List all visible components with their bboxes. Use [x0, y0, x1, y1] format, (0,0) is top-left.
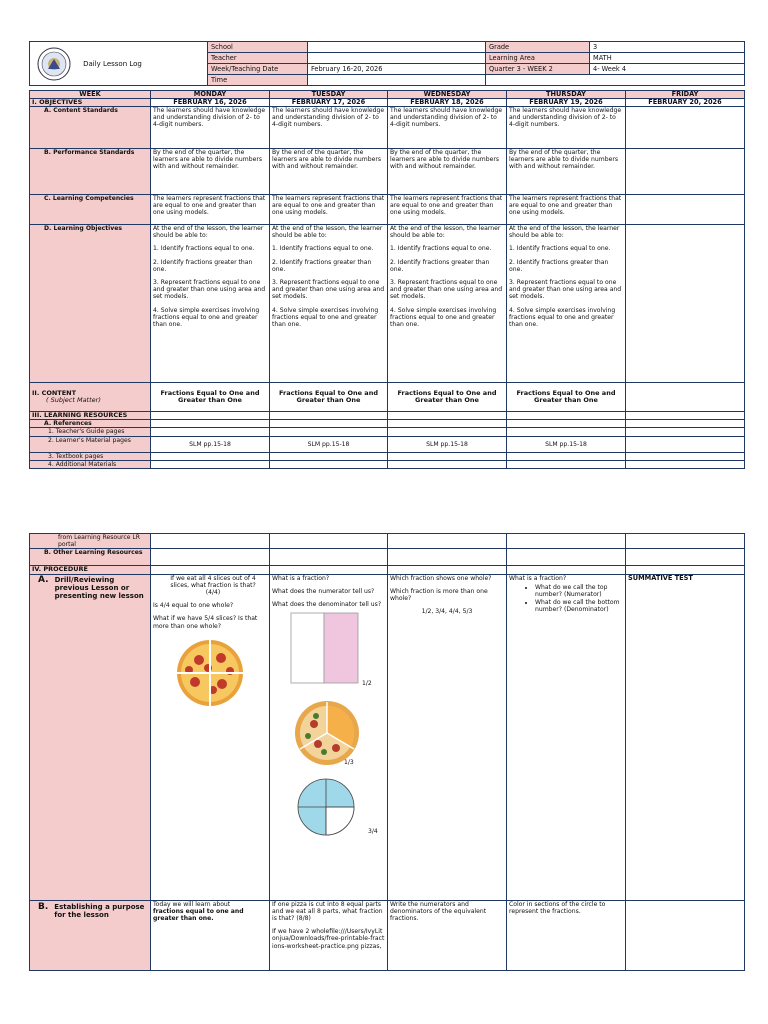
teachers-guide-label: 1. Teacher's Guide pages	[30, 428, 151, 436]
objective-3: 3. Represent fractions equal to one and greater than one using area and set models.	[390, 279, 503, 301]
performance-standards-label: B. Performance Standards	[30, 149, 151, 195]
learning-objectives-thu	[507, 225, 626, 383]
performance-standards-thu: By the end of the quarter, the learners are able to divide numbers with and without remainder.	[507, 149, 626, 195]
textbook-label: 3. Textbook pages	[30, 452, 151, 460]
purpose-wed: Write the numerators and denominators of the equivalent fractions.	[388, 900, 507, 970]
objective-3: 3. Represent fractions equal to one and greater than one using area and set models.	[272, 279, 385, 301]
learning-objectives-label: D. Learning Objectives	[30, 225, 151, 383]
slm-thu: SLM pp.15-18	[507, 436, 626, 452]
drill-letter: A.	[38, 574, 49, 585]
purpose-label-cell	[30, 900, 151, 970]
monday-date: FEBRUARY 16, 2026	[151, 99, 270, 107]
content-label-cell	[30, 383, 151, 412]
drill-fri: SUMMATIVE TEST	[626, 574, 745, 900]
objective-4: 4. Solve simple exercises involving fractions equal to one and greater than one.	[153, 306, 260, 329]
drill-tue-q2: What does the numerator tell us?	[272, 587, 375, 595]
area-label: Learning Area	[486, 53, 590, 64]
content-topic-mon: Fractions Equal to One and Greater than One	[151, 383, 270, 412]
header-table	[29, 41, 745, 86]
quarter-label: Quarter 3 - WEEK 2	[486, 64, 590, 75]
teacher-label: Teacher	[208, 53, 308, 64]
time-value	[308, 75, 486, 86]
thursday-date: FEBRUARY 19, 2026	[507, 99, 626, 107]
wednesday-header: WEDNESDAY	[388, 91, 507, 99]
performance-standards-fri	[626, 149, 745, 195]
learning-objectives-wed	[388, 225, 507, 383]
drill-thu	[507, 574, 626, 900]
purpose-tue-q1: If one pizza is cut into 8 equal parts and we eat all 8 parts, what fraction is that? (8/8)	[272, 900, 383, 923]
content-topic-thu: Fractions Equal to One and Greater than One	[507, 383, 626, 412]
drill-mon	[151, 574, 270, 900]
drill-label: Drill/Reviewing previous Lesson or presenting new lesson	[54, 575, 144, 600]
time-label: Time	[208, 75, 308, 86]
objective-3: 3. Represent fractions equal to one and greater than one using area and set models.	[509, 279, 622, 301]
objective-1: 1. Identify fractions equal to one.	[509, 245, 611, 253]
drill-tue-q3: What does the denominator tell us?	[272, 601, 382, 609]
objective-1: 1. Identify fractions equal to one.	[153, 245, 255, 253]
content-standards-label: A. Content Standards	[30, 107, 151, 149]
circle-quarters-figure	[296, 777, 356, 837]
purpose-label: Establishing a purpose for the lesson	[54, 902, 145, 919]
pizza-image	[175, 638, 245, 708]
drill-mon-q3: What if we have 5/4 slices? Is that more than one whole?	[153, 615, 258, 630]
lesson-table-continued	[29, 533, 745, 971]
objective-2: 2. Identify fractions greater than one.	[390, 258, 490, 273]
purpose-tue	[270, 900, 388, 970]
content-topic-wed: Fractions Equal to One and Greater than One	[388, 383, 507, 412]
page-title: Daily Lesson Log	[83, 59, 142, 68]
drill-thu-item-1: • What do we call the top number? (Numerator)	[535, 584, 623, 598]
content-standards-fri	[626, 107, 745, 149]
fraction-three-quarters-label: 3/4	[368, 828, 378, 836]
learning-competencies-fri	[626, 195, 745, 225]
friday-date: FEBRUARY 20, 2026	[626, 99, 745, 107]
school-value	[308, 42, 486, 53]
drill-tue	[270, 574, 388, 900]
content-standards-wed: The learners should have knowledge and understanding division of 2- to 4-digit numbers.	[388, 107, 507, 149]
purpose-letter: B.	[38, 901, 49, 912]
learning-competencies-tue: The learners represent fractions that are equal to one and greater than one using models.	[270, 195, 388, 225]
learning-competencies-mon: The learners represent fractions that are equal to one and greater than one using models.	[151, 195, 270, 225]
objective-3: 3. Represent fractions equal to one and greater than one using area and set models.	[153, 279, 266, 301]
drill-mon-q2: Is 4/4 equal to one whole?	[153, 602, 234, 610]
learning-objectives-tue	[270, 225, 388, 383]
week-label: Week/Teaching Date	[208, 64, 308, 75]
area-value: MATH	[590, 53, 745, 64]
week-value: February 16-20, 2026	[308, 64, 486, 75]
learning-objectives-mon	[151, 225, 270, 383]
additional-materials-label: 4. Additional Materials	[30, 460, 151, 468]
thursday-header: THURSDAY	[507, 91, 626, 99]
objective-4: 4. Solve simple exercises involving fractions equal to one and greater than one.	[509, 306, 616, 329]
content-sub-label: ( Subject Matter)	[46, 396, 101, 404]
objective-1: 1. Identify fractions equal to one.	[272, 245, 374, 253]
purpose-mon-text: Today we will learn about	[153, 900, 231, 908]
objectives-heading: I. OBJECTIVES	[30, 99, 151, 107]
drill-label-cell	[30, 574, 151, 900]
references-label: A. References	[30, 420, 151, 428]
week-header: WEEK	[30, 91, 151, 99]
purpose-fri	[626, 900, 745, 970]
performance-standards-tue: By the end of the quarter, the learners are able to divide numbers with and without remainder.	[270, 149, 388, 195]
time-empty	[486, 75, 745, 86]
content-standards-thu: The learners should have knowledge and understanding division of 2- to 4-digit numbers.	[507, 107, 626, 149]
learners-material-label: 2. Learner's Material pages	[30, 436, 151, 452]
friday-header: FRIDAY	[626, 91, 745, 99]
monday-header: MONDAY	[151, 91, 270, 99]
objective-1: 1. Identify fractions equal to one.	[390, 245, 492, 253]
learning-competencies-label: C. Learning Competencies	[30, 195, 151, 225]
teacher-value	[308, 53, 486, 64]
drill-wed	[388, 574, 507, 900]
content-topic-tue: Fractions Equal to One and Greater than One	[270, 383, 388, 412]
slm-tue: SLM pp.15-18	[270, 436, 388, 452]
procedure-heading: IV. PROCEDURE	[30, 566, 151, 574]
learning-competencies-wed: The learners represent fractions that are equal to one and greater than one using models.	[388, 195, 507, 225]
content-topic-fri	[626, 383, 745, 412]
school-label: School	[208, 42, 308, 53]
drill-tue-q1: What is a fraction?	[272, 574, 330, 582]
grade-value: 3	[590, 42, 745, 53]
purpose-tue-q2: If we have 2 wholefile:///Users/IvyLitonjua/Downloads/free-printable-fractions-worksheet-practice.png pizzas,	[272, 928, 385, 950]
objectives-intro: At the end of the lesson, the learner should be able to:	[390, 225, 501, 240]
drill-thu-list	[509, 584, 623, 614]
other-resources-label: B. Other Learning Resources	[30, 549, 151, 566]
purpose-mon-bold: fractions equal to one and greater than one.	[153, 907, 244, 923]
drill-wed-fractions: 1/2, 3/4, 4/4, 5/3	[421, 608, 473, 616]
slm-wed: SLM pp.15-18	[388, 436, 507, 452]
resources-heading: III. LEARNING RESOURCES	[30, 412, 151, 420]
logo-cell	[30, 42, 208, 86]
drill-wed-q1: Which fraction shows one whole?	[390, 574, 492, 582]
grade-label: Grade	[486, 42, 590, 53]
objective-4: 4. Solve simple exercises involving fractions equal to one and greater than one.	[272, 306, 379, 329]
objective-2: 2. Identify fractions greater than one.	[272, 258, 372, 273]
slm-fri	[626, 436, 745, 452]
objective-4: 4. Solve simple exercises involving fractions equal to one and greater than one.	[390, 306, 497, 329]
performance-standards-mon: By the end of the quarter, the learners are able to divide numbers with and without remainder.	[151, 149, 270, 195]
quarter-value: 4- Week 4	[590, 64, 745, 75]
lesson-table	[29, 90, 745, 469]
objectives-intro: At the end of the lesson, the learner should be able to:	[153, 225, 264, 240]
learning-objectives-fri	[626, 225, 745, 383]
drill-thu-item-2: • What do we call the bottom number? (Denominator)	[535, 599, 623, 613]
tuesday-date: FEBRUARY 17, 2026	[270, 99, 388, 107]
content-label: II. CONTENT	[32, 388, 77, 397]
performance-standards-wed: By the end of the quarter, the learners are able to divide numbers with and without remainder.	[388, 149, 507, 195]
drill-wed-q2: Which fraction is more than one whole?	[390, 587, 488, 603]
learning-competencies-thu: The learners represent fractions that are equal to one and greater than one using models.	[507, 195, 626, 225]
content-standards-mon: The learners should have knowledge and understanding division of 2- to 4-digit numbers.	[151, 107, 270, 149]
deped-seal-icon	[37, 47, 71, 81]
objectives-intro: At the end of the lesson, the learner should be able to:	[509, 225, 620, 240]
half-rectangle-figure	[290, 612, 360, 684]
pizza-thirds-figure	[294, 700, 360, 766]
fraction-third-label: 1/3	[344, 759, 354, 767]
wednesday-date: FEBRUARY 18, 2026	[388, 99, 507, 107]
objective-2: 2. Identify fractions greater than one.	[153, 258, 253, 273]
tuesday-header: TUESDAY	[270, 91, 388, 99]
additional-materials-cont: from Learning Resource LR portal	[30, 534, 151, 549]
objectives-intro: At the end of the lesson, the learner should be able to:	[272, 225, 383, 240]
slm-mon: SLM pp.15-18	[151, 436, 270, 452]
objective-2: 2. Identify fractions greater than one.	[509, 258, 609, 273]
drill-mon-q1: If we eat all 4 slices out of 4 slices, what fraction is that? (4/4)	[170, 574, 256, 597]
content-standards-tue: The learners should have knowledge and understanding division of 2- to 4-digit numbers.	[270, 107, 388, 149]
purpose-thu: Color in sections of the circle to represent the fractions.	[507, 900, 626, 970]
fraction-half-label: 1/2	[362, 680, 372, 688]
drill-thu-q1: What is a fraction?	[509, 574, 567, 582]
purpose-mon	[151, 900, 270, 970]
